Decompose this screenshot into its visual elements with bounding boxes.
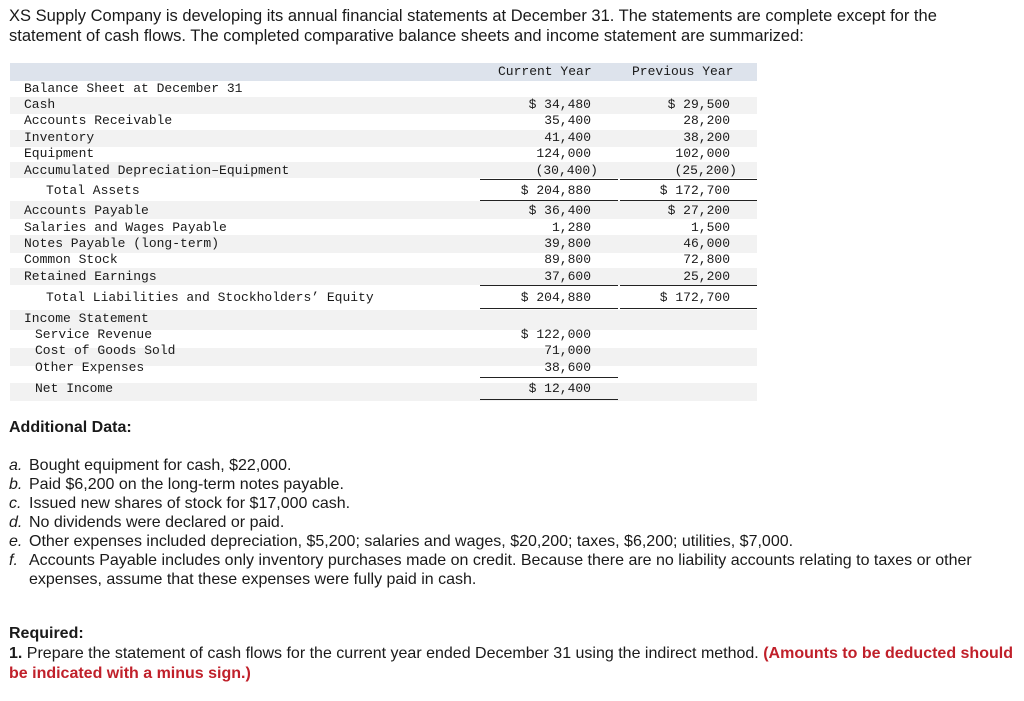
row-label: Retained Earnings: [24, 269, 157, 284]
row-label: Notes Payable (long-term): [24, 236, 220, 251]
list-item: b. Paid $6,200 on the long-term notes payable.: [9, 476, 344, 493]
current-year-value: 71,000: [544, 343, 591, 358]
underline: [480, 285, 618, 286]
previous-year-value: 1,500: [690, 220, 730, 235]
current-year-value: (30,400): [535, 163, 598, 178]
row-label: Accumulated Depreciation–Equipment: [24, 163, 290, 178]
row-label: Inventory: [24, 130, 95, 145]
income-statement-heading: Income Statement: [24, 311, 149, 326]
row-label: Equipment: [24, 146, 95, 161]
previous-year-value: 38,200: [683, 130, 730, 145]
row-label: Salaries and Wages Payable: [24, 220, 227, 235]
list-item: d. No dividends were declared or paid.: [9, 514, 285, 531]
problem-intro: XS Supply Company is developing its annual financial statements at December 31. The statements are complete except for the statement of cash flows. The completed comparative balance sheets and income statement are summarized:: [9, 7, 937, 45]
current-year-value: 35,400: [544, 113, 591, 128]
current-year-total: $ 204,880: [520, 183, 591, 198]
list-item: e. Other expenses included depreciation, $5,200; salaries and wages, $20,200; taxes, $6,200; utilities, $7,000.: [9, 533, 794, 550]
previous-year-value: 28,200: [683, 113, 730, 128]
current-year-net-income: $ 12,400: [528, 381, 591, 396]
previous-year-value: 102,000: [675, 146, 730, 161]
list-item: c. Issued new shares of stock for $17,000 cash.: [9, 495, 351, 512]
underline: [480, 200, 618, 201]
additional-data-heading: Additional Data:: [9, 419, 132, 436]
row-label: Accounts Receivable: [24, 113, 173, 128]
total-assets-label: Total Assets: [46, 183, 140, 198]
underline: [480, 399, 618, 400]
additional-data-list: [9, 456, 1009, 589]
previous-year-total: $ 172,700: [659, 290, 730, 305]
current-year-value: $ 122,000: [520, 327, 591, 342]
underline: [620, 285, 757, 286]
row-label: Cost of Goods Sold: [35, 343, 176, 358]
previous-year-total: $ 172,700: [659, 183, 730, 198]
current-year-value: $ 36,400: [528, 203, 591, 218]
current-year-value: 37,600: [544, 269, 591, 284]
row-label: Other Expenses: [35, 360, 145, 375]
underline: [620, 179, 757, 180]
balance-sheet-heading: Balance Sheet at December 31: [24, 81, 243, 96]
previous-year-value: (25,200): [674, 163, 737, 178]
underline: [480, 308, 618, 309]
underline: [620, 308, 757, 309]
current-year-value: 124,000: [536, 146, 591, 161]
required-note: (Amounts to be deducted should be indicated with a minus sign.): [9, 645, 1013, 682]
current-year-value: 38,600: [544, 360, 591, 375]
current-year-value: 39,800: [544, 236, 591, 251]
row-label: Common Stock: [24, 252, 118, 267]
list-item: a. Bought equipment for cash, $22,000.: [9, 457, 292, 474]
underline: [620, 200, 757, 201]
row-label: Cash: [24, 97, 56, 112]
previous-year-value: 46,000: [683, 236, 730, 251]
current-year-value: $ 34,480: [528, 97, 591, 112]
underline: [480, 377, 618, 378]
column-header-current-year: Current Year: [498, 64, 592, 79]
current-year-value: 89,800: [544, 252, 591, 267]
list-item: f. Accounts Payable includes only inventory purchases made on credit. Because there are no liability accounts relating to taxes or other expenses, assume that these expenses were fully paid in cash.: [9, 552, 972, 588]
required-item-1: 1. Prepare the statement of cash flows for the current year ended December 31 using the indirect method. (Amounts to be deducted should be indicated with a minus sign.): [9, 645, 1013, 682]
current-year-total: $ 204,880: [520, 290, 591, 305]
total-liabilities-equity-label: Total Liabilities and Stockholders’ Equity: [46, 290, 374, 305]
required-heading: Required:: [9, 625, 84, 642]
previous-year-value: $ 27,200: [667, 203, 730, 218]
column-header-previous-year: Previous Year: [632, 64, 734, 79]
row-label: Accounts Payable: [24, 203, 149, 218]
row-band: [10, 383, 757, 401]
net-income-label: Net Income: [35, 381, 114, 396]
current-year-value: 1,280: [551, 220, 591, 235]
previous-year-value: $ 29,500: [667, 97, 730, 112]
financial-statements-table: [10, 63, 757, 401]
previous-year-value: 25,200: [683, 269, 730, 284]
current-year-value: 41,400: [544, 130, 591, 145]
underline: [480, 179, 618, 180]
row-label: Service Revenue: [35, 327, 153, 342]
previous-year-value: 72,800: [683, 252, 730, 267]
